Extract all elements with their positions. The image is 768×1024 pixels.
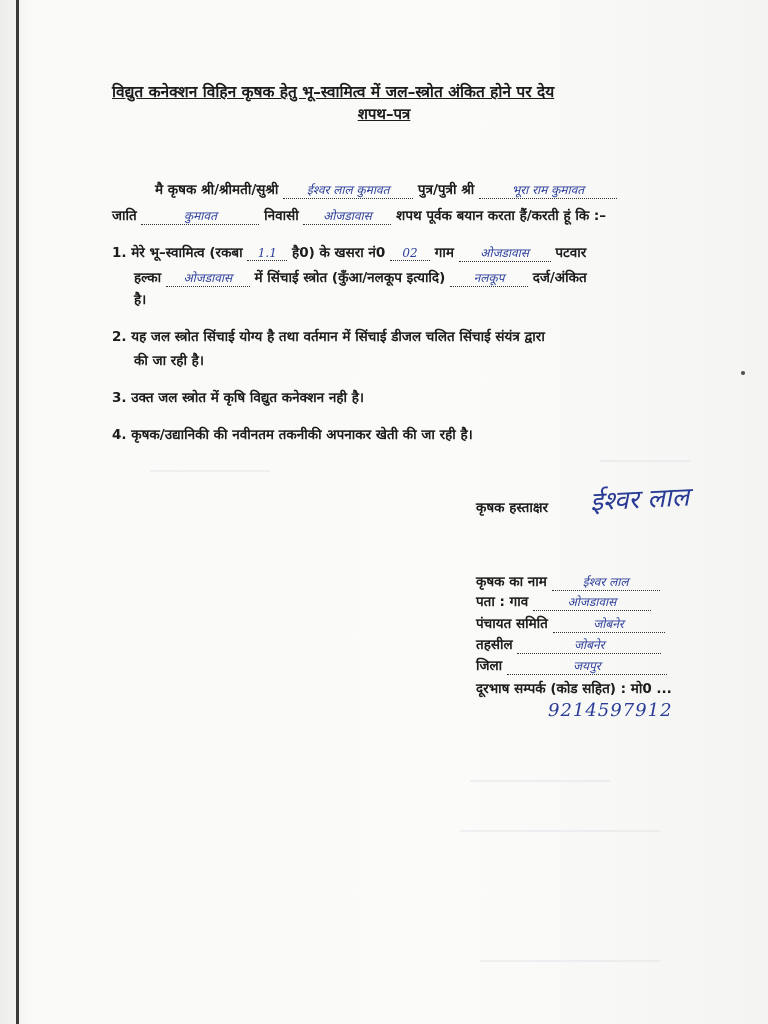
- document-subtitle: शपथ–पत्र: [357, 105, 411, 123]
- area-value: 1.1: [247, 246, 287, 261]
- point-1-text-g: दर्ज/अंकित: [532, 270, 587, 286]
- village-value: ओजडावास: [459, 244, 551, 262]
- bleed-mark: [480, 960, 660, 962]
- point-1-line-2: [134, 268, 587, 287]
- point-1-line-1: [112, 243, 586, 262]
- district-label: जिला: [476, 658, 503, 674]
- residence-label: निवासी: [264, 208, 299, 224]
- detail-district-row: [476, 656, 667, 675]
- point-4: [112, 425, 473, 443]
- point-2-number: 2.: [112, 329, 127, 345]
- khasra-value: 02: [390, 246, 430, 261]
- point-2-text-b: की जा रही है।: [134, 353, 204, 369]
- district-value: जयपुर: [507, 657, 667, 675]
- bleed-mark: [150, 470, 270, 472]
- point-3-number: 3.: [112, 390, 127, 406]
- point-2-line-1: [112, 327, 545, 345]
- scan-edge: [16, 0, 19, 1024]
- halka-value: ओजडावास: [166, 269, 250, 287]
- point-1-text-d: पटवार: [555, 245, 587, 261]
- residence-value: ओजडावास: [303, 207, 391, 225]
- point-1-number: 1.: [112, 245, 127, 261]
- point-1-text-c: गाम: [434, 245, 454, 261]
- handwritten-signature: ईश्वर लाल: [589, 482, 690, 518]
- point-1-text-a: मेरे भू–स्वामित्व (रकबा: [131, 245, 243, 261]
- source-value: नलकूप: [450, 269, 528, 287]
- detail-tehsil-row: [476, 635, 661, 654]
- caste-value: कुमावत: [141, 207, 259, 225]
- name-label: कृषक का नाम: [476, 574, 547, 590]
- detail-address-row: [476, 592, 651, 611]
- point-4-number: 4.: [112, 427, 127, 443]
- point-1-line-3: [134, 290, 146, 308]
- caste-label: जाति: [112, 208, 137, 224]
- declaration-line-2: [112, 206, 606, 225]
- detail-phone-row: [476, 679, 672, 697]
- samiti-label: पंचायत समिति: [476, 616, 548, 632]
- point-3: [112, 388, 364, 406]
- detail-samiti-row: [476, 614, 665, 633]
- point-1-text-h: है।: [134, 292, 147, 308]
- point-2-text-a: यह जल स्त्रोत सिंचाई योग्य है तथा वर्तमान में सिंचाई डीजल चलित सिंचाई संयंत्र द्वारा: [131, 329, 545, 345]
- detail-name-row: [476, 572, 660, 591]
- declaration-line-1: [155, 180, 617, 199]
- address-label: पता : गाव: [476, 594, 529, 610]
- document-title: विद्युत कनेक्शन विहिन कृषक हेतु भू–स्वामित्व में जल–स्त्रोत अंकित होने पर देय: [112, 83, 555, 101]
- declarant-prefix: मै कृषक श्री/श्रीमती/सुश्री: [155, 182, 279, 198]
- name-value: ईश्वर लाल: [552, 573, 660, 591]
- bleed-mark: [470, 780, 610, 782]
- samiti-value: जोबनेर: [553, 615, 665, 633]
- parent-prefix: पुत्र/पुत्री श्री: [417, 182, 475, 198]
- speck-mark: [741, 371, 745, 375]
- bleed-mark: [600, 460, 690, 462]
- point-3-text: उक्त जल स्त्रोत में कृषि विद्युत कनेक्शन नही है।: [131, 390, 365, 406]
- point-1-text-e: हल्का: [134, 270, 162, 286]
- point-1-text-b: है0) के खसरा नं0: [292, 245, 386, 261]
- signature-label: कृषक हस्ताक्षर: [476, 500, 549, 516]
- tehsil-label: तहसील: [476, 637, 513, 653]
- address-value: ओजडावास: [533, 593, 651, 611]
- point-1-text-f: में सिंचाई स्त्रोत (कुँआ/नलकूप इत्यादि): [254, 270, 446, 286]
- tehsil-value: जोबनेर: [517, 636, 661, 654]
- parent-name: भूरा राम कुमावत: [479, 181, 617, 199]
- phone-label: दूरभाष सम्पर्क (कोड सहित) : मो0 ...: [476, 681, 672, 697]
- phone-value: 9214597912: [548, 700, 673, 721]
- point-2-line-2: [134, 351, 204, 369]
- oath-statement: शपथ पूर्वक बयान करता हैं/करती हूं कि :–: [396, 208, 607, 224]
- point-4-text: कृषक/उद्यानिकी की नवीनतम तकनीकी अपनाकर खेती की जा रही है।: [131, 427, 473, 443]
- declarant-name: ईश्वर लाल कुमावत: [283, 181, 413, 199]
- bleed-mark: [460, 830, 660, 832]
